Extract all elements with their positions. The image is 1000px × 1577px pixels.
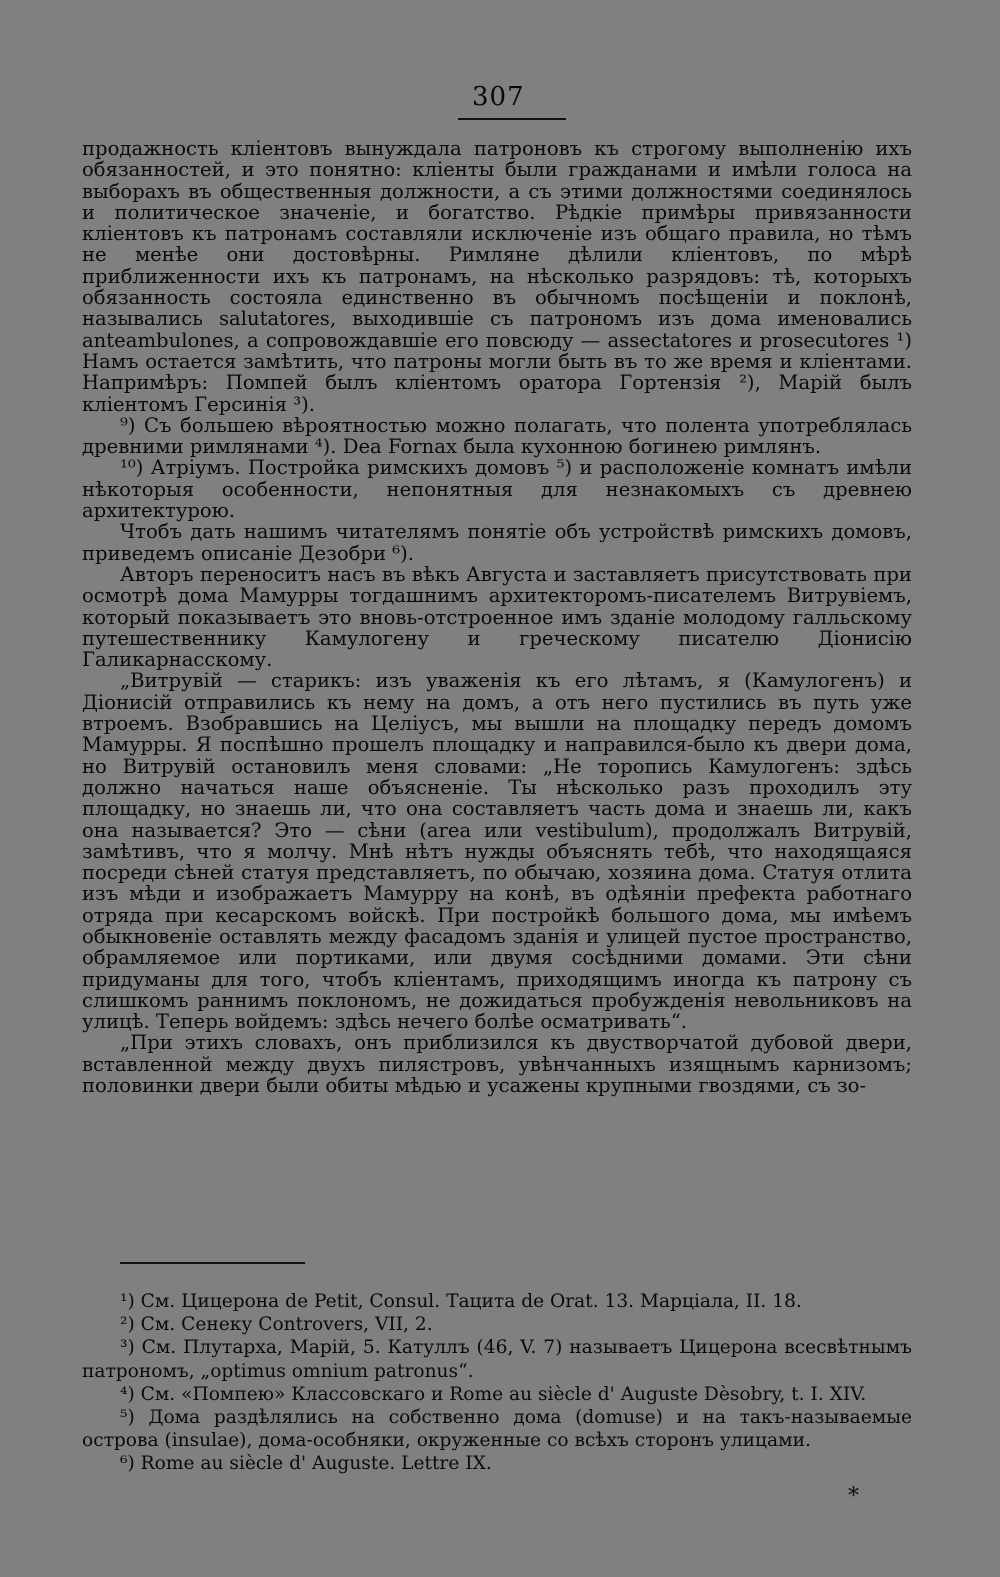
footnote-1: ¹) См. Цицерона de Petit, Consul. Тацита de Orat. 13. Марціала, II. 18. (120, 1291, 802, 1312)
paragraph-7: „При этихъ словахъ, онъ приблизился къ двустворчатой дубовой двери, вставленной между двухъ пилястровъ, увѣнчанныхъ изящнымъ карнизомъ; половинки двери были обиты мѣдью и усажены крупными гвоздями, съ зо- (82, 1031, 912, 1098)
footnote-4: ⁴) См. «Помпею» Классовскаго и Rome au siècle d' Auguste Dèsobry, t. I. XIV. (120, 1383, 867, 1405)
footnote-2: ²) См. Сенеку Controvers, VII, 2. (120, 1314, 433, 1336)
footnotes (82, 1290, 912, 1476)
paragraph-5: Авторъ переноситъ насъ въ вѣкъ Августа и заставляетъ присутствовать при осмотрѣ дома Мамурры тогдашнимъ архитекторомъ-писателемъ Витрувіемъ, который показываетъ это вновь-отстроенное имъ зданіе молодому галльскому путешественнику Камулогену и греческому писателю Діонисію Галикарнасскому. (82, 562, 912, 672)
footnote-3: ³) См. Плутарха, Марій, 5. Катуллъ (46, V. 7) называетъ Цицерона всесвѣтнымъ патрономъ, „optimus omnium patronus“. (82, 1337, 912, 1382)
paragraph-6: „Витрувій — старикъ: изъ уваженія къ его лѣтамъ, я (Камулогенъ) и Діонисій отправились къ нему на домъ, а отъ него пустились въ путь уже втроемъ. Взобравшись на Целіусъ, мы вышли на площадку передъ домомъ Мамурры. Я поспѣшно прошелъ площадку и направился-было къ двери дома, но Витрувій остановилъ меня словами: „Не торопись Камулогенъ: здѣсь должно начаться наше объясненіе. Ты нѣсколько разъ проходилъ эту площадку, но знаешь ли, что она составляетъ часть дома и знаешь ли, какъ она называется? Это — сѣни (area или vestibulum), продолжалъ Витрувій, замѣтивъ, что я молчу. Мнѣ нѣтъ нужды объяснять тебѣ, что находящаяся посреди сѣней статуя представляетъ, по обычаю, хозяина дома. Статуя отлита изъ мѣди и изображаетъ Мамурру на конѣ, въ одѣяніи префекта работнаго отряда при кесарскомъ войскѣ. При постройкѣ большого дома, мы имѣемъ обыкновеніе оставлять между фасадомъ зданія и улицей пустое пространство, обрамляемое или портиками, или двумя сосѣдними домами. Эти сѣни придуманы для того, чтобъ кліентамъ, приходящимъ иногда къ патрону съ слишкомъ раннимъ поклономъ, не дожидаться пробужденія невольниковъ на улицѣ. Теперь войдемъ: здѣсь нечего болѣе осматривать“. (82, 669, 912, 1034)
paragraph-1: продажность кліентовъ вынуждала патроновъ къ строгому выполненію ихъ обязанностей, и это понятно: кліенты были гражданами и имѣли голоса на выборахъ въ общественныя должности, а съ этими должностями соединялось и политическое значеніе, и богатство. Рѣдкіе примѣры привязанности кліентовъ къ патронамъ составляли исключеніе изъ общаго правила, но тѣмъ не менѣе они достовѣрны. Римляне дѣлили кліентовъ, по мѣрѣ приближенности ихъ къ патронамъ, на нѣсколько разрядовъ: тѣ, которыхъ обязанность состояла единственно въ обычномъ посѣщеніи и поклонѣ, назывались salutatores, выходившіе съ патрономъ изъ дома именовались anteambulones, а сопровождавшіе его повсюду — assectatores и prosecutores ¹) Намъ остается замѣтить, что патроны могли быть въ то же время и кліентами. Напримѣръ: Помпей былъ кліентомъ оратора Гортензія ²), Марій былъ кліентомъ Герсинія ³). (82, 137, 912, 416)
footnote-6: ⁶) Rome au siècle d' Auguste. Lettre IX. (120, 1453, 492, 1475)
paragraph-3: ¹⁰) Атріумъ. Постройка римскихъ домовъ ⁵) и расположеніе комнатъ имѣли нѣкоторыя особенности, непонятныя для незнакомыхъ съ древнею архитектурою. (82, 456, 912, 523)
signature-mark: * (848, 1484, 859, 1509)
paragraph-4: Чтобъ дать нашимъ читателямъ понятіе объ устройствѣ римскихъ домовъ, приведемъ описаніе Дезобри ⁶). (82, 520, 912, 565)
footnote-5: ⁵) Дома раздѣлялись на собственно дома (domuse) и на такъ-называемые острова (insulae), дома-особняки, окруженные со всѣхъ сторонъ улицами. (82, 1407, 912, 1452)
page-number: 307 (472, 82, 525, 112)
footnote-separator (120, 1262, 305, 1264)
paragraph-2: ⁹) Съ большею вѣроятностью можно полагать, что полента употреблялась древними римлянами ⁴). Dea Fornax была кухонною богинею римлянъ. (82, 413, 912, 459)
page-number-rule (458, 118, 566, 120)
body-text (82, 138, 912, 1096)
